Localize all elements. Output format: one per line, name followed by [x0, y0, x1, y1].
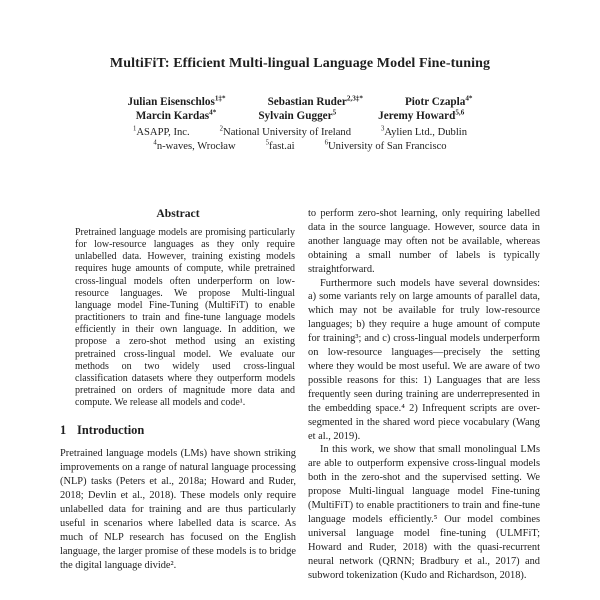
authors-block	[0, 96, 600, 123]
affiliation-row-2	[0, 140, 600, 154]
paper-title: MultiFiT: Efficient Multi-lingual Language Model Fine-tuning	[109, 56, 491, 71]
author	[268, 96, 363, 110]
author-name: Marcin Kardas	[135, 109, 210, 122]
author-sup: 4*	[209, 107, 217, 116]
affiliation-sup: 4	[153, 138, 157, 146]
author-row-1	[0, 96, 600, 110]
affiliation-label: Aylien Ltd., Dublin	[384, 127, 467, 138]
two-column-body	[60, 205, 540, 599]
section-title: Introduction	[77, 423, 145, 438]
author-name: Sebastian Ruder	[267, 96, 347, 108]
author	[378, 107, 465, 124]
author	[258, 107, 337, 124]
affiliation-sup: 6	[324, 138, 328, 146]
abstract-text: Pretrained language models are promising particularly for low-resource languages as they only require unlabelled data. However, training existing models requires huge amounts of compute, while pretrained cross-lingual models often underperform on low-resource languages. We propose Multi-lingual language model Fine-Tuning (MultiFiT) to enable practitioners to train and fine-tune language models efficiently in their own language. In addition, we propose a zero-shot method using an existing pretrained cross-lingual model. We evaluate our methods on two widely used cross-lingual classification datasets where they outperform models pretrained on orders of magnitude more data and compute. We release all models and code¹.	[75, 227, 295, 409]
section-heading-introduction	[60, 423, 296, 437]
author-sup: 4*	[465, 94, 473, 103]
affiliation-label: University of San Francisco	[328, 140, 447, 152]
author-sup: 5	[332, 107, 337, 116]
body-paragraph: In this work, we show that small monolingual LMs are able to outperform expensive cross-lingual models both in the zero-shot and the supervised setting. We propose Multi-lingual language model Fine-tuning (MultiFiT) to enable practitioners to train and fine-tune language models efficiently.⁵ Our model combines universal language model fine-tuning (ULMFiT; Howard and Ruder, 2018) with the quasi-recurrent neural network (QRNN; Bradbury et al., 2017) and subword tokenization (Kudo and Richardson, 2018).	[308, 444, 540, 581]
author-sup: 1‡*	[214, 94, 226, 103]
author-row-2	[0, 107, 600, 124]
left-column	[60, 205, 296, 599]
affiliation-sup: 2	[219, 125, 224, 133]
affiliation	[325, 140, 447, 154]
affiliation	[381, 126, 467, 140]
affiliation-label: n-waves, Wrocław	[156, 140, 236, 152]
author-name: Julian Eisenschlos	[127, 96, 215, 108]
abstract-heading: Abstract	[156, 207, 200, 220]
affiliation-label: fast.ai	[269, 140, 295, 152]
affiliation	[133, 126, 190, 140]
affiliation-row-1	[0, 126, 600, 140]
affiliation-label: National University of Ireland	[223, 127, 352, 138]
right-column	[308, 205, 540, 599]
affiliation-sup: 5	[265, 138, 270, 146]
section-number: 1	[60, 423, 67, 438]
abstract-section	[60, 207, 296, 409]
author	[135, 107, 217, 124]
affiliation-sup: 3	[381, 125, 385, 133]
affiliation-sup: 1	[132, 125, 137, 133]
body-paragraph: to perform zero-shot learning, only requiring labelled data in the source language. However, source data in another language may often not be available, whereas obtaining a small number of labels is typically straightforward.	[308, 208, 540, 275]
author-sup: 2,3‡*	[346, 94, 363, 103]
affiliation	[266, 140, 295, 154]
intro-paragraph: Pretrained language models (LMs) have shown striking improvements on a range of natural language processing (NLP) tasks (Peters et al., 2018a; Howard and Ruder, 2018; Devlin et al., 2018). These models only require unlabelled data for training and are thus particularly useful in scenarios where labelled data is scarce. As much of NLP research has focused on the English language, the larger promise of these models is to bridge the digital language divide².	[60, 448, 296, 571]
affiliation	[220, 126, 351, 140]
affiliations-block	[0, 126, 600, 153]
affiliation	[153, 140, 235, 154]
body-paragraph: Furthermore such models have several downsides: a) some variants rely on large amounts of parallel data, which may not be available for truly low-resource languages; b) they require a huge amount of compute for training³; and c) cross-lingual models underperform on low-resource languages—precisely the setting where they would be most useful. We are aware of two possible reasons for this: 1) Languages that are less frequently seen during training are underrepresented in the embedding space.⁴ 2) Infrequent scripts are over-segmented in the shared word piece vocabulary (Wang et al., 2019).	[308, 277, 540, 442]
author-name: Piotr Czapla	[404, 96, 466, 108]
author-name: Sylvain Gugger	[258, 109, 333, 122]
author-name: Jeremy Howard	[378, 109, 456, 122]
author-sup: 5,6	[455, 107, 465, 116]
affiliation-label: ASAPP, Inc.	[136, 127, 190, 138]
